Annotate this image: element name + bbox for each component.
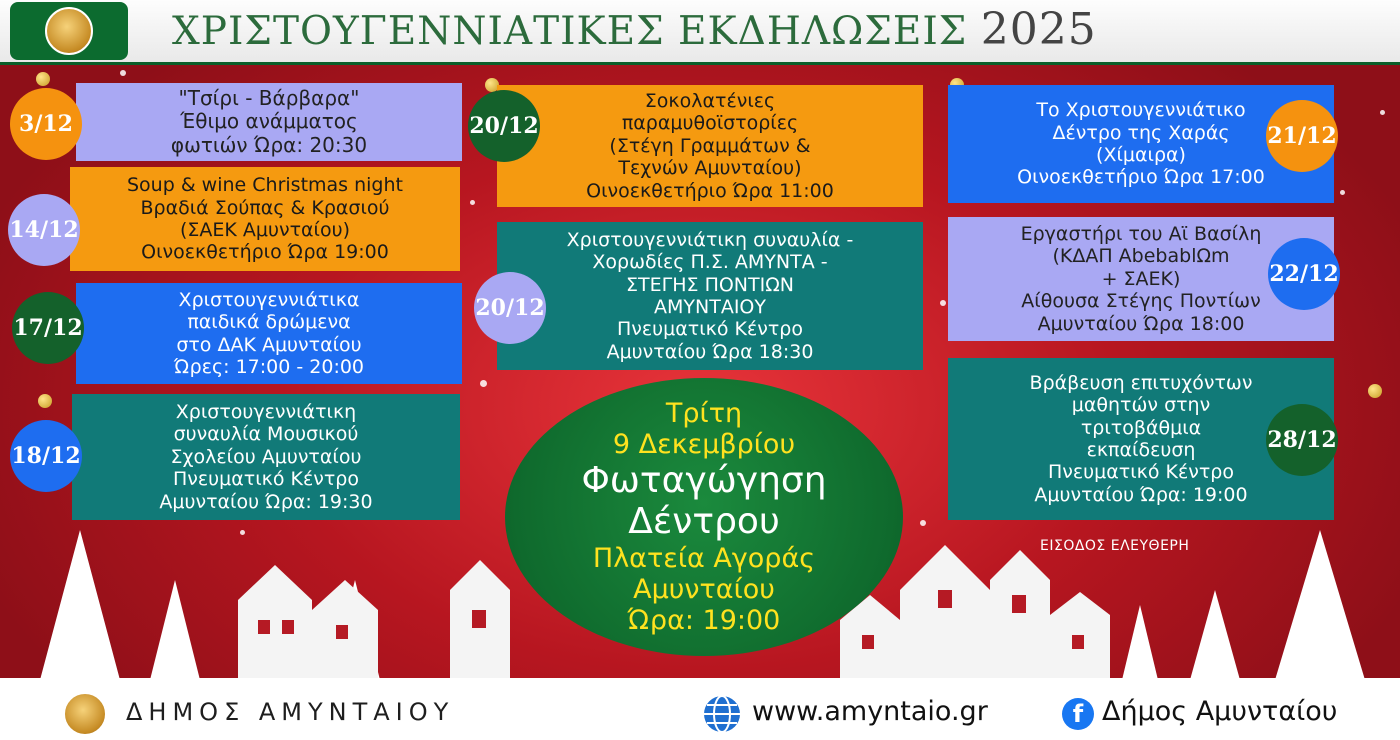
footer (0, 688, 1400, 740)
header (0, 0, 1400, 65)
ornament-icon (1368, 384, 1382, 398)
center-day: Τρίτη (665, 397, 743, 429)
center-date: 9 Δεκεμβρίου (612, 429, 796, 461)
municipality-logo (56, 692, 114, 736)
event-line: φωτιών Ώρα: 20:30 (170, 132, 368, 157)
date-badge-18-12 (10, 420, 82, 492)
event-line: συναυλία Μουσικού (173, 423, 359, 446)
event-box-14-12 (70, 167, 460, 271)
event-line: παραμυθοϊστορίες (621, 112, 799, 135)
event-line: Βραδιά Σούπας & Κρασιού (140, 196, 390, 219)
event-line: Αίθουσα Στέγης Ποντίων (1021, 290, 1261, 313)
title-text: ΧΡΙΣΤΟΥΓΕΝΝΙΑΤΙΚΕΣ ΕΚΔΗΛΩΣΕΙΣ (172, 9, 968, 54)
event-line: ΣΤΕΓΗΣ ΠΟΝΤΙΩΝ (626, 273, 794, 296)
event-line: Πνευματικό Κέντρο (617, 318, 803, 341)
event-line: (Χίμαιρα) (1096, 144, 1186, 166)
event-line: Πνευματικό Κέντρο (173, 468, 359, 491)
event-line: Αμυνταίου Ώρα 18:30 (606, 340, 814, 363)
ornament-icon (36, 72, 50, 86)
event-line: Σχολείου Αμυνταίου (170, 445, 362, 468)
seal-icon (45, 7, 93, 55)
footer-municipality: ΔΗΜΟΣ ΑΜΥΝΤΑΙΟΥ (126, 698, 455, 726)
event-line: (ΚΔΑΠ AbebablΩm (1052, 245, 1230, 268)
event-line: "Τσίρι - Βάρβαρα" (178, 85, 360, 110)
ornament-icon (38, 394, 52, 408)
snowflake-icon (120, 70, 126, 76)
event-line: Το Χριστουγεννιάτικο (1036, 99, 1246, 122)
date-text: 14/12 (9, 217, 79, 243)
event-box-20-12-a (497, 85, 923, 207)
facebook-icon[interactable]: f (1062, 698, 1094, 730)
event-line: Σοκολατένιες (644, 89, 776, 112)
date-text: 18/12 (11, 443, 81, 469)
date-text: 20/12 (469, 113, 539, 139)
event-line: τριτοβάθμια (1080, 416, 1202, 439)
date-badge-3-12 (10, 88, 82, 160)
municipality-logo (10, 2, 128, 60)
center-time: Ώρα: 19:00 (627, 604, 781, 636)
date-text: 3/12 (19, 111, 73, 137)
event-line: Εργαστήρι του Αϊ Βασίλη (1020, 222, 1262, 245)
center-title: Δέντρου (628, 501, 780, 543)
date-badge-28-12 (1266, 404, 1338, 476)
event-line: Χριστουγεννιάτικη συναυλία - (566, 228, 854, 251)
event-line: εκπαίδευση (1086, 439, 1196, 461)
date-text: 28/12 (1267, 427, 1337, 453)
date-badge-20-12-b (474, 272, 546, 344)
event-line: (ΣΑΕΚ Αμυνταίου) (179, 219, 351, 241)
date-text: 17/12 (13, 315, 83, 341)
page-title (172, 4, 1097, 55)
seal-icon (63, 692, 107, 736)
date-text: 22/12 (1269, 261, 1339, 287)
event-line: Χορωδίες Π.Σ. ΑΜΥΝΤΑ - (592, 251, 828, 274)
event-line: στο ΔΑΚ Αμυνταίου (176, 333, 362, 356)
date-badge-14-12 (8, 194, 80, 266)
event-line: Βράβευση επιτυχόντων (1029, 371, 1253, 394)
event-line: ΑΜΥΝΤΑΙΟΥ (654, 296, 766, 318)
snowflake-icon (470, 200, 475, 205)
event-line: Χριστουγεννιάτικη (175, 400, 357, 423)
event-box-17-12 (76, 283, 462, 384)
event-box-18-12 (72, 394, 460, 520)
snowflake-icon (940, 300, 946, 306)
event-box-20-12-b (497, 222, 923, 370)
event-line: + ΣΑΕΚ) (1101, 267, 1181, 290)
date-text: 20/12 (475, 295, 545, 321)
event-line: Οινοεκθετήριο Ώρα 11:00 (586, 179, 834, 202)
event-line: Οινοεκθετήριο Ώρα 17:00 (1017, 166, 1265, 189)
date-text: 21/12 (1267, 123, 1337, 149)
event-line: μαθητών στην (1071, 394, 1211, 417)
event-line: Δέντρο της Χαράς (1052, 121, 1230, 144)
event-line: Αμυνταίου Ώρα: 19:00 (1034, 483, 1248, 506)
tree-lighting-circle (505, 378, 903, 656)
facebook-link[interactable]: Δήμος Αμυνταίου (1102, 696, 1338, 727)
center-place: Αμυνταίου (633, 573, 775, 605)
snowflake-icon (1340, 190, 1345, 195)
event-line: Τεχνών Αμυνταίου) (618, 157, 802, 180)
event-line: Αμυνταίου Ώρα 18:00 (1037, 312, 1245, 335)
date-badge-22-12 (1268, 238, 1340, 310)
event-line: Οινοεκθετήριο Ώρα 19:00 (141, 241, 389, 264)
event-line: Πνευματικό Κέντρο (1048, 461, 1234, 484)
event-line: Soup & wine Christmas night (127, 174, 403, 197)
event-line: Ώρες: 17:00 - 20:00 (173, 355, 365, 378)
center-title: Φωταγώγηση (581, 460, 827, 502)
event-box-3-12 (76, 83, 462, 161)
event-line: Αμυνταίου Ώρα: 19:30 (159, 490, 373, 513)
free-entry-note: ΕΙΣΟΔΟΣ ΕΛΕΥΘΕΡΗ (1040, 538, 1190, 554)
event-line: Έθιμο ανάμματος (180, 109, 358, 134)
date-badge-20-12-a (468, 90, 540, 162)
website-link[interactable]: www.amyntaio.gr (752, 696, 988, 727)
event-line: Χριστουγεννιάτικα (178, 288, 360, 311)
title-year: 2025 (980, 4, 1097, 55)
globe-icon (702, 694, 742, 734)
date-badge-21-12 (1266, 100, 1338, 172)
event-line: παιδικά δρώμενα (187, 311, 351, 334)
center-place: Πλατεία Αγοράς (592, 542, 816, 574)
snowflake-icon (1380, 110, 1385, 115)
event-line: (Στέγη Γραμμάτων & (609, 134, 811, 157)
date-badge-17-12 (12, 292, 84, 364)
snowflake-icon (480, 380, 487, 387)
